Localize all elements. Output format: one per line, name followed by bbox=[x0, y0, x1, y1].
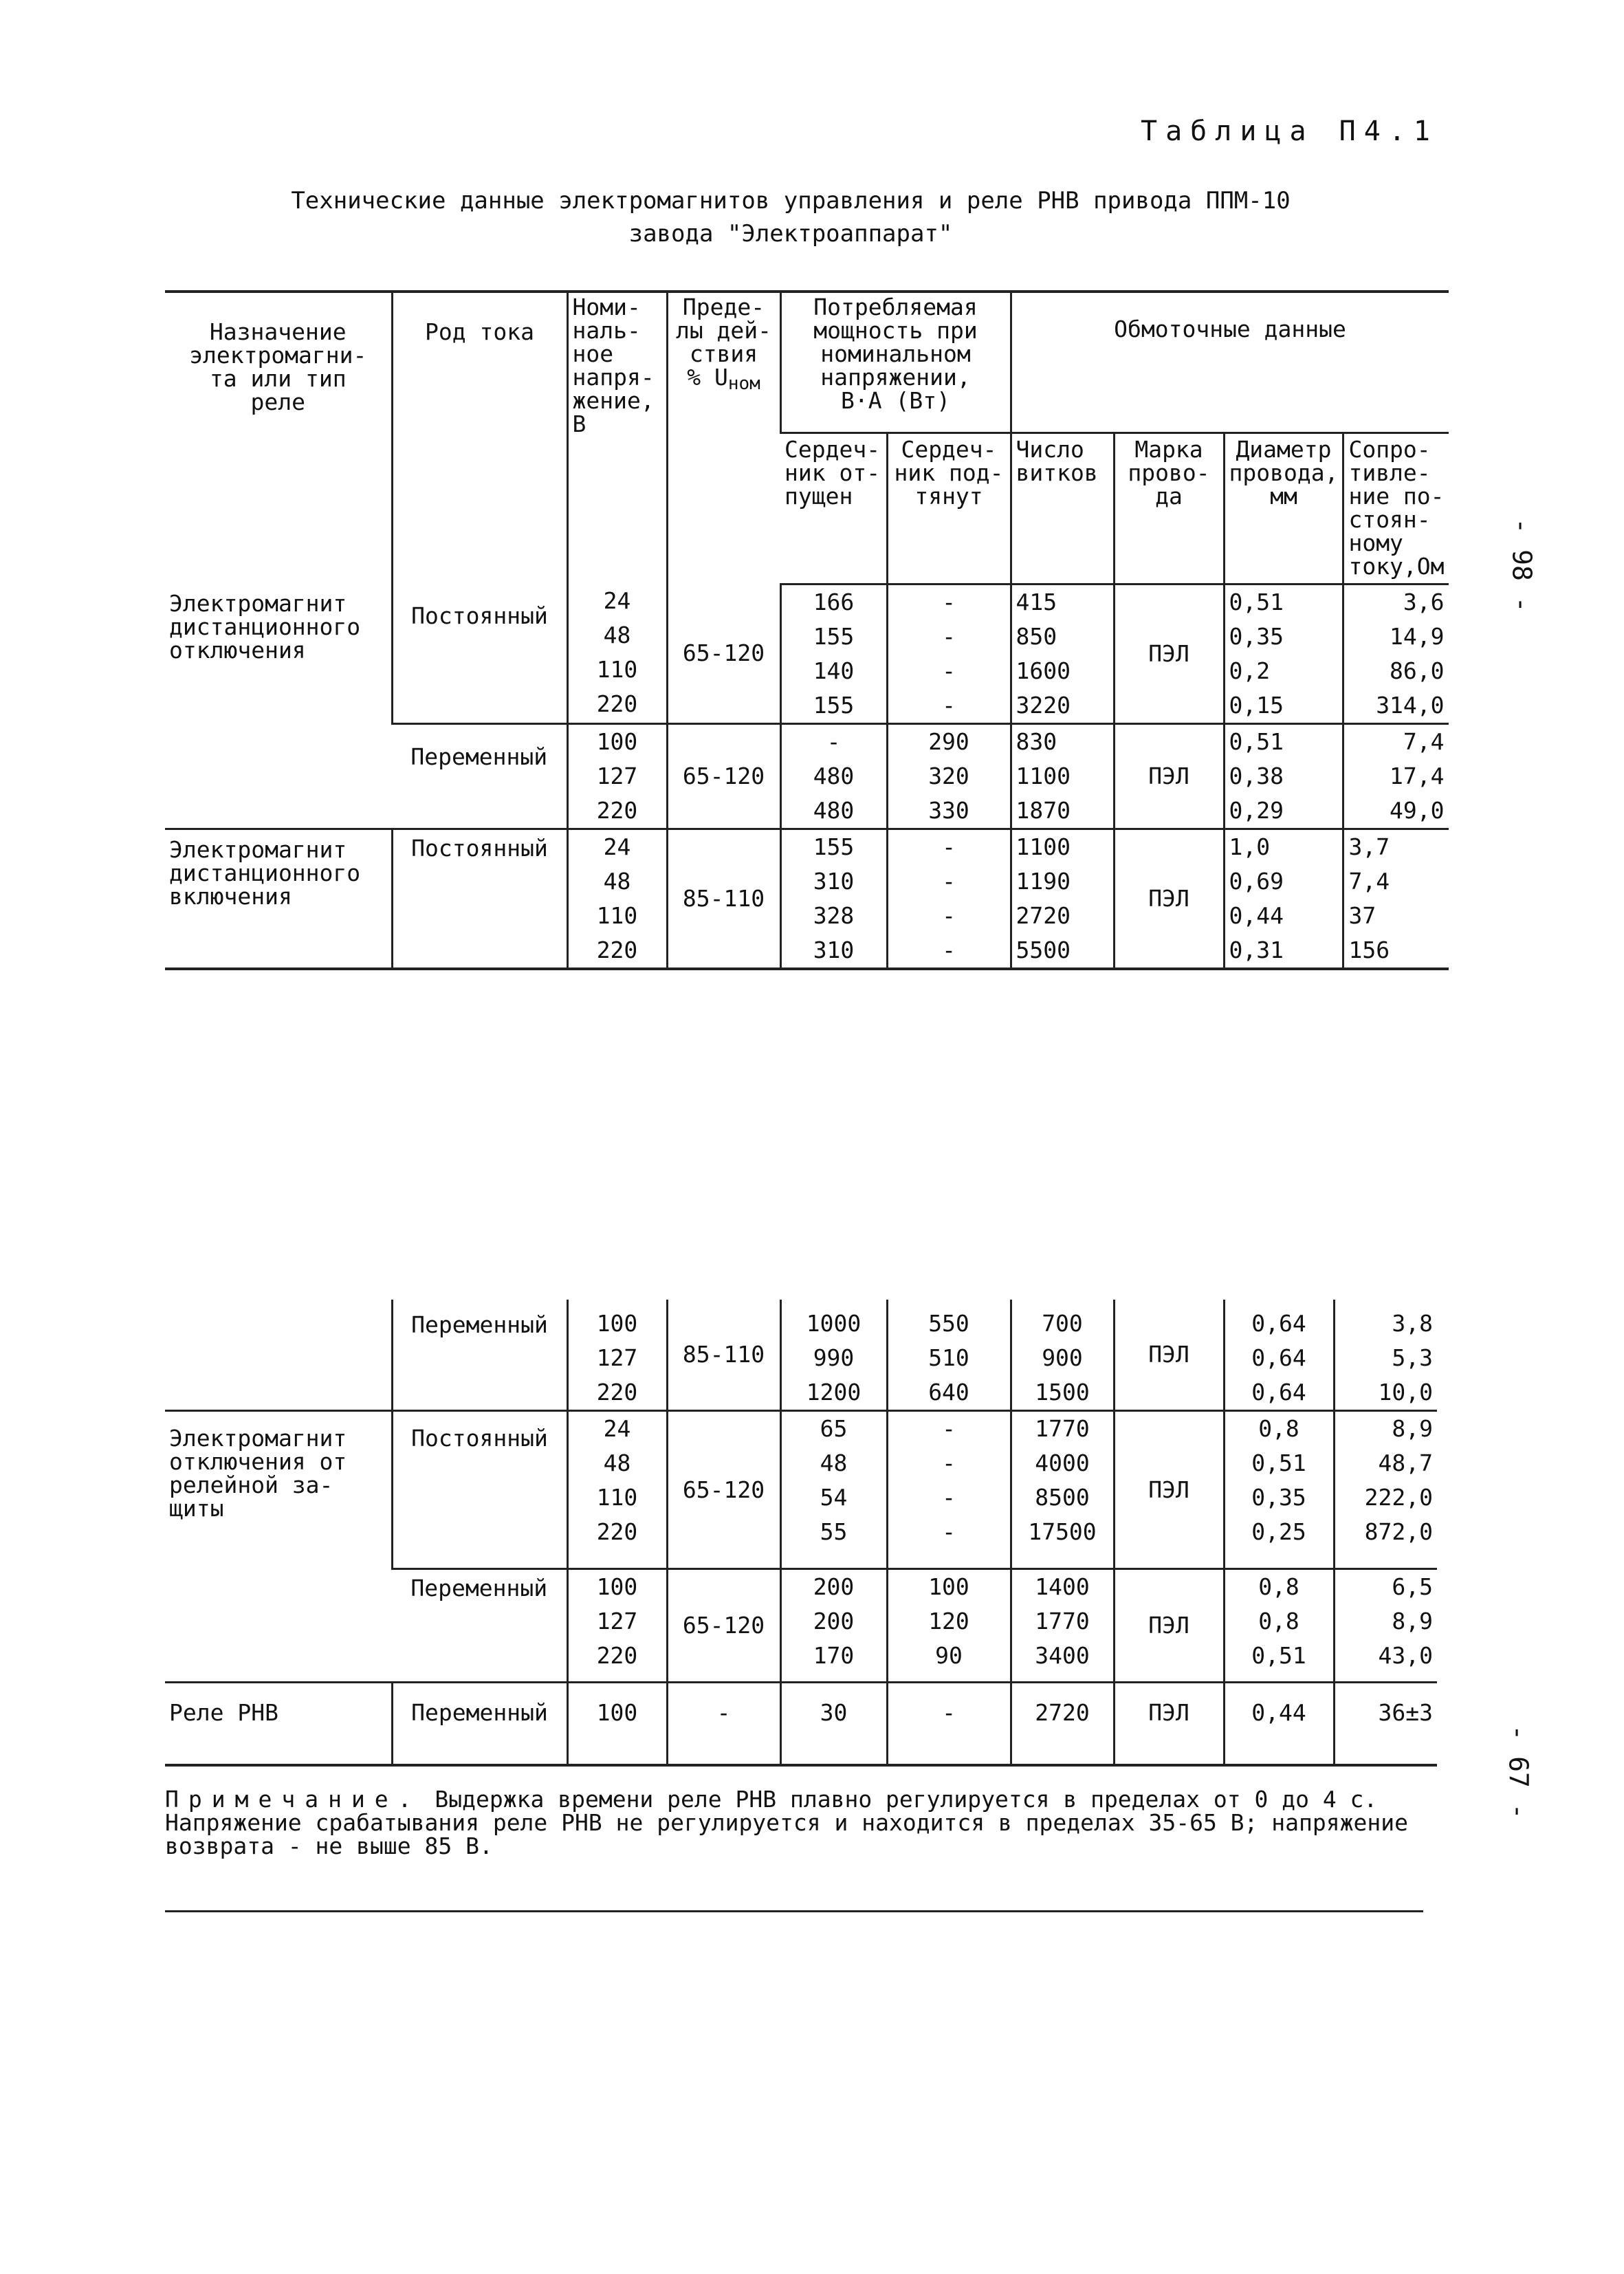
row-core-released: 65 48 54 55 bbox=[780, 1411, 887, 1569]
table-row bbox=[165, 1683, 1437, 1765]
row-limits: 85-110 bbox=[667, 829, 780, 969]
header-operating-limits-subscript: ном bbox=[727, 373, 760, 394]
row-nominal: 100 127 220 bbox=[567, 723, 667, 829]
header-turns: Число витков bbox=[1011, 433, 1114, 584]
table-label: Таблица П4.1 bbox=[1141, 116, 1438, 147]
row-resistance: 3,7 7,4 37 156 bbox=[1343, 829, 1449, 969]
row-resistance: 6,5 8,9 43,0 bbox=[1334, 1569, 1437, 1683]
table-row bbox=[165, 1411, 1437, 1569]
row-limits: 85-110 bbox=[667, 1300, 780, 1411]
data-table-part-1 bbox=[165, 290, 1449, 970]
header-core-attracted: Сердеч- ник под- тянут bbox=[887, 433, 1011, 584]
row-wire-brand: ПЭЛ bbox=[1114, 1411, 1224, 1569]
header-wire-diameter: Диаметр провода, мм bbox=[1224, 433, 1343, 584]
page-number-top: - 98 - bbox=[1506, 518, 1537, 613]
row-limits: 65-120 bbox=[667, 584, 780, 723]
row-core-released: 1000 990 1200 bbox=[780, 1300, 887, 1411]
row-turns: 1400 1770 3400 bbox=[1011, 1569, 1114, 1683]
row-core-released: 30 bbox=[780, 1683, 887, 1765]
row-wire-brand: ПЭЛ bbox=[1114, 1569, 1224, 1683]
note-text: Выдержка времени реле РНВ плавно регулируется в пределах от 0 до 4 с. Напряжение срабатывания реле РНВ не регулируется и находится в пределах 35-65 В; напряжение возврата - не выше 85 В. bbox=[165, 1786, 1408, 1859]
row-resistance: 3,6 14,9 86,0 314,0 bbox=[1343, 584, 1449, 723]
header-purpose: Назначение электромагни- та или тип реле bbox=[189, 318, 367, 415]
row-current-type: Постоянный bbox=[392, 829, 567, 969]
page-number-bottom: - 67 - bbox=[1503, 1725, 1534, 1819]
table-caption-line-2: завода "Электроаппарат" bbox=[628, 220, 953, 248]
header-power: Потребляемая мощность при номинальном напряжении, В·А (Вт) bbox=[780, 292, 1011, 433]
row-core-released: - 480 480 bbox=[780, 723, 887, 829]
row-wire-diameter: 0,8 0,51 0,35 0,25 bbox=[1224, 1411, 1334, 1569]
row-wire-diameter: 0,51 0,35 0,2 0,15 bbox=[1224, 584, 1343, 723]
row-turns: 1770 4000 8500 17500 bbox=[1011, 1411, 1114, 1569]
row-wire-brand: ПЭЛ bbox=[1114, 1683, 1224, 1765]
row-current-type: Переменный bbox=[392, 1300, 567, 1411]
row-wire-diameter: 0,44 bbox=[1224, 1683, 1334, 1765]
row-core-released: 155 310 328 310 bbox=[780, 829, 887, 969]
row-limits: 65-120 bbox=[667, 1569, 780, 1683]
row-purpose: Реле РНВ bbox=[165, 1683, 392, 1765]
row-current-type: Переменный bbox=[392, 1683, 567, 1765]
row-turns: 830 1100 1870 bbox=[1011, 723, 1114, 829]
row-core-attracted: - - - - bbox=[887, 829, 1011, 969]
row-core-released: 200 200 170 bbox=[780, 1569, 887, 1683]
table-caption-line-1: Технические данные электромагнитов управления и реле РНВ привода ППМ-10 bbox=[291, 187, 1291, 215]
row-wire-diameter: 0,8 0,8 0,51 bbox=[1224, 1569, 1334, 1683]
row-limits: - bbox=[667, 1683, 780, 1765]
row-resistance: 3,8 5,3 10,0 bbox=[1334, 1300, 1437, 1411]
row-wire-brand: ПЭЛ bbox=[1114, 723, 1224, 829]
row-purpose-continued bbox=[165, 1300, 392, 1411]
row-resistance: 8,9 48,7 222,0 872,0 bbox=[1334, 1411, 1437, 1569]
row-wire-diameter: 0,51 0,38 0,29 bbox=[1224, 723, 1343, 829]
row-purpose: Электромагнит дистанционного отключения bbox=[169, 590, 361, 664]
data-table-part-2 bbox=[165, 1300, 1437, 1767]
row-current-type: Переменный bbox=[392, 1569, 567, 1683]
row-core-attracted: 100 120 90 bbox=[887, 1569, 1011, 1683]
row-turns: 700 900 1500 bbox=[1011, 1300, 1114, 1411]
header-winding-data: Обмоточные данные bbox=[1011, 292, 1449, 433]
row-limits: 65-120 bbox=[667, 723, 780, 829]
row-core-attracted: - - - - bbox=[887, 584, 1011, 723]
row-wire-brand: ПЭЛ bbox=[1114, 1300, 1224, 1411]
row-current-type: Постоянный bbox=[392, 1411, 567, 1569]
row-turns: 2720 bbox=[1011, 1683, 1114, 1765]
header-wire-brand: Марка прово- да bbox=[1114, 433, 1224, 584]
row-core-attracted: - bbox=[887, 1683, 1011, 1765]
row-wire-brand: ПЭЛ bbox=[1114, 584, 1224, 723]
header-operating-limits bbox=[667, 292, 780, 584]
row-nominal: 24 48 110 220 bbox=[567, 584, 667, 723]
row-limits: 65-120 bbox=[667, 1411, 780, 1569]
row-nominal: 100 127 220 bbox=[567, 1300, 667, 1411]
row-purpose: Электромагнит дистанционного включения bbox=[165, 829, 392, 969]
table-row bbox=[165, 1300, 1437, 1411]
row-nominal: 24 48 110 220 bbox=[567, 829, 667, 969]
row-nominal: 100 127 220 bbox=[567, 1569, 667, 1683]
row-core-released: 166 155 140 155 bbox=[780, 584, 887, 723]
header-core-released: Сердеч- ник от- пущен bbox=[780, 433, 887, 584]
row-core-attracted: 550 510 640 bbox=[887, 1300, 1011, 1411]
row-resistance: 36±3 bbox=[1334, 1683, 1437, 1765]
row-nominal: 100 bbox=[567, 1683, 667, 1765]
row-wire-diameter: 0,64 0,64 0,64 bbox=[1224, 1300, 1334, 1411]
row-current-type: Постоянный bbox=[392, 584, 567, 723]
row-nominal: 24 48 110 220 bbox=[567, 1411, 667, 1569]
row-wire-diameter: 1,0 0,69 0,44 0,31 bbox=[1224, 829, 1343, 969]
header-nominal-voltage: Номи- наль- ное напря- жение, В bbox=[567, 292, 667, 584]
table-row bbox=[165, 829, 1449, 969]
row-current-type: Переменный bbox=[392, 723, 567, 829]
table-row bbox=[165, 584, 1449, 723]
row-turns: 415 850 1600 3220 bbox=[1011, 584, 1114, 723]
header-current-type: Род тока bbox=[392, 292, 567, 584]
table-note bbox=[165, 1788, 1416, 1858]
header-operating-limits-text: Преде- лы дей- ствия % U bbox=[675, 294, 772, 391]
header-resistance: Сопро- тивле- ние по- стоян- ному току,Ом bbox=[1343, 433, 1449, 584]
row-purpose: Электромагнит отключения от релейной за- щиты bbox=[165, 1411, 392, 1683]
note-title: Примечание. bbox=[165, 1786, 421, 1813]
bottom-rule bbox=[165, 1910, 1423, 1912]
row-core-attracted: 290 320 330 bbox=[887, 723, 1011, 829]
row-wire-brand: ПЭЛ bbox=[1114, 829, 1224, 969]
row-turns: 1100 1190 2720 5500 bbox=[1011, 829, 1114, 969]
row-core-attracted: - - - - bbox=[887, 1411, 1011, 1569]
row-resistance: 7,4 17,4 49,0 bbox=[1343, 723, 1449, 829]
